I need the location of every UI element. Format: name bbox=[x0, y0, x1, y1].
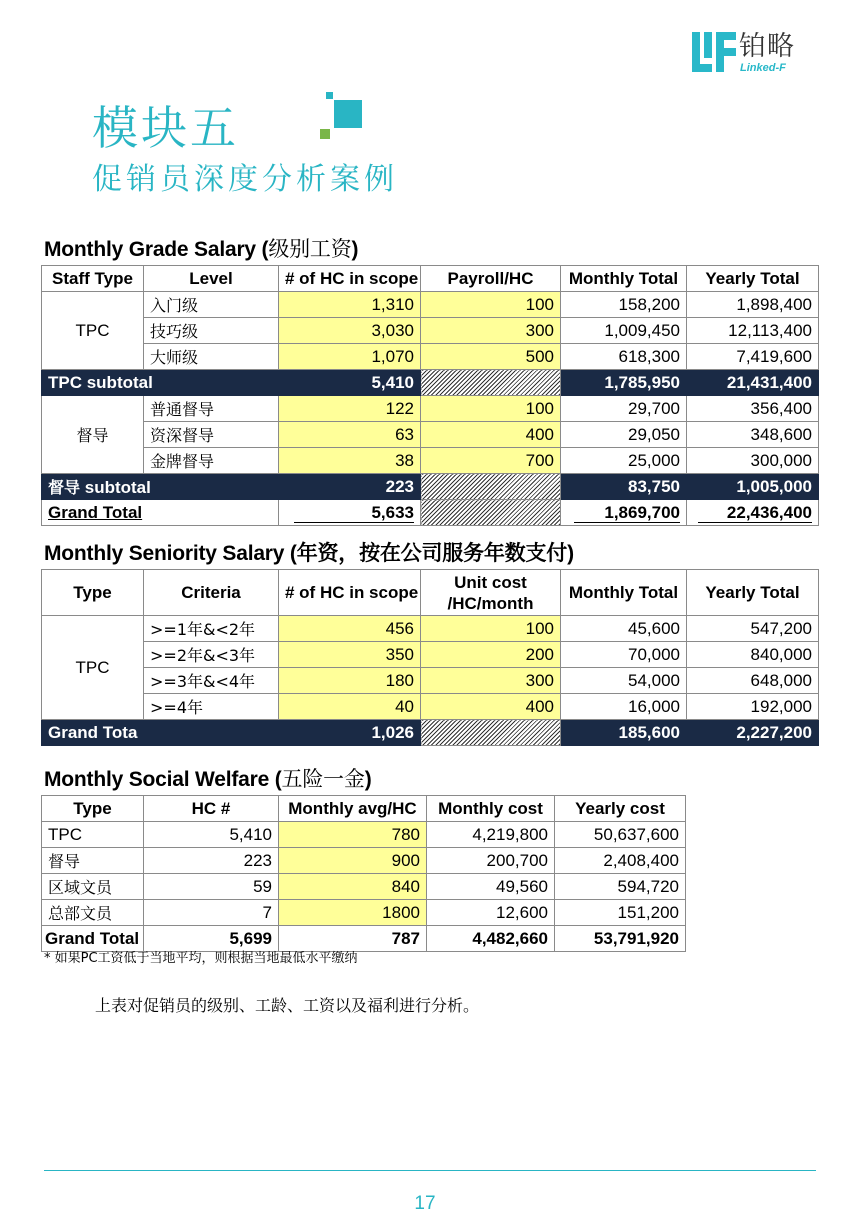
yearly-total-cell: 547,200 bbox=[687, 616, 819, 642]
monthly-avg-cell: 1800 bbox=[279, 900, 427, 926]
type-cell: TPC bbox=[42, 616, 144, 720]
grand-total-hc: 1,026 bbox=[279, 720, 421, 746]
level-cell: 资深督导 bbox=[144, 422, 279, 448]
table-row bbox=[42, 848, 686, 874]
table-header-row bbox=[42, 570, 819, 616]
social-welfare-table bbox=[41, 795, 686, 952]
summary-paragraph: 上表对促销员的级别、工龄、工资以及福利进行分析。 bbox=[95, 996, 480, 1015]
yearly-total-cell: 348,600 bbox=[687, 422, 819, 448]
table-row bbox=[42, 318, 819, 344]
yearly-total-cell: 7,419,600 bbox=[687, 344, 819, 370]
type-cell: 督导 bbox=[42, 848, 144, 874]
monthly-total-cell: 618,300 bbox=[561, 344, 687, 370]
table-row bbox=[42, 422, 819, 448]
level-cell: 普通督导 bbox=[144, 396, 279, 422]
hc-cell: 223 bbox=[144, 848, 279, 874]
subtotal-hc: 5,410 bbox=[279, 370, 421, 396]
hc-cell: 63 bbox=[279, 422, 421, 448]
subtotal-label: 督导 subtotal bbox=[42, 474, 279, 500]
logo-mark-icon bbox=[692, 32, 736, 72]
col-header: Type bbox=[42, 796, 144, 822]
hc-cell: 180 bbox=[279, 668, 421, 694]
col-header: Yearly cost bbox=[555, 796, 686, 822]
level-cell: 金牌督导 bbox=[144, 448, 279, 474]
section-title-social-welfare: Monthly Social Welfare (五险一金) bbox=[44, 767, 372, 791]
type-cell: 区域文员 bbox=[42, 874, 144, 900]
hc-cell: 122 bbox=[279, 396, 421, 422]
hatched-cell bbox=[421, 474, 561, 500]
hc-cell: 3,030 bbox=[279, 318, 421, 344]
type-cell: 总部文员 bbox=[42, 900, 144, 926]
payroll-cell: 700 bbox=[421, 448, 561, 474]
monthly-total-cell: 25,000 bbox=[561, 448, 687, 474]
page-title: 模块五 bbox=[92, 101, 239, 155]
col-header: Payroll/HC bbox=[421, 266, 561, 292]
col-header: # of HC in scope bbox=[279, 266, 421, 292]
table-row bbox=[42, 668, 819, 694]
hc-cell: 350 bbox=[279, 642, 421, 668]
grand-total-yearly: 22,436,400 bbox=[687, 500, 819, 526]
grand-total-row bbox=[42, 926, 686, 952]
type-cell: TPC bbox=[42, 822, 144, 848]
monthly-total-cell: 70,000 bbox=[561, 642, 687, 668]
unit-cost-cell: 200 bbox=[421, 642, 561, 668]
yearly-total-cell: 840,000 bbox=[687, 642, 819, 668]
yearly-total-cell: 192,000 bbox=[687, 694, 819, 720]
grand-total-row bbox=[42, 500, 819, 526]
payroll-cell: 500 bbox=[421, 344, 561, 370]
grand-total-monthly: 4,482,660 bbox=[427, 926, 555, 952]
subtotal-row bbox=[42, 370, 819, 396]
seniority-salary-table bbox=[41, 569, 819, 746]
table-row bbox=[42, 874, 686, 900]
table-header-row bbox=[42, 796, 686, 822]
hatched-cell bbox=[421, 720, 561, 746]
table-row bbox=[42, 616, 819, 642]
grand-total-label: Grand Total bbox=[42, 926, 144, 952]
logo-english-text: Linked-F bbox=[740, 62, 786, 74]
yearly-total-cell: 12,113,400 bbox=[687, 318, 819, 344]
hc-cell: 456 bbox=[279, 616, 421, 642]
col-header: Yearly Total bbox=[687, 570, 819, 616]
payroll-cell: 100 bbox=[421, 292, 561, 318]
table-row bbox=[42, 694, 819, 720]
subtotal-row bbox=[42, 474, 819, 500]
hatched-cell bbox=[421, 370, 561, 396]
monthly-cost-cell: 49,560 bbox=[427, 874, 555, 900]
grand-total-yearly: 53,791,920 bbox=[555, 926, 686, 952]
yearly-cost-cell: 50,637,600 bbox=[555, 822, 686, 848]
grand-total-avg: 787 bbox=[279, 926, 427, 952]
payroll-cell: 300 bbox=[421, 318, 561, 344]
subtotal-monthly: 83,750 bbox=[561, 474, 687, 500]
brand-logo bbox=[692, 32, 812, 74]
col-header: # of HC in scope bbox=[279, 570, 421, 616]
unit-cost-cell: 100 bbox=[421, 616, 561, 642]
subtotal-monthly: 1,785,950 bbox=[561, 370, 687, 396]
grand-total-row bbox=[42, 720, 819, 746]
yearly-cost-cell: 151,200 bbox=[555, 900, 686, 926]
monthly-avg-cell: 840 bbox=[279, 874, 427, 900]
col-header: Monthly Total bbox=[561, 570, 687, 616]
level-cell: 大师级 bbox=[144, 344, 279, 370]
payroll-cell: 400 bbox=[421, 422, 561, 448]
unit-cost-cell: 300 bbox=[421, 668, 561, 694]
criteria-cell: >=2年&<3年 bbox=[144, 642, 279, 668]
hc-cell: 59 bbox=[144, 874, 279, 900]
table-row bbox=[42, 292, 819, 318]
col-header: Monthly avg/HC bbox=[279, 796, 427, 822]
grand-total-label: Grand Total bbox=[42, 500, 279, 526]
deco-square-large bbox=[334, 100, 362, 128]
col-header: Level bbox=[144, 266, 279, 292]
hc-cell: 5,410 bbox=[144, 822, 279, 848]
yearly-cost-cell: 2,408,400 bbox=[555, 848, 686, 874]
col-header: Criteria bbox=[144, 570, 279, 616]
payroll-cell: 100 bbox=[421, 396, 561, 422]
monthly-avg-cell: 900 bbox=[279, 848, 427, 874]
deco-square-small bbox=[326, 92, 333, 99]
subtotal-label: TPC subtotal bbox=[42, 370, 279, 396]
criteria-cell: >=3年&<4年 bbox=[144, 668, 279, 694]
yearly-total-cell: 300,000 bbox=[687, 448, 819, 474]
subtotal-yearly: 1,005,000 bbox=[687, 474, 819, 500]
table-row bbox=[42, 642, 819, 668]
grand-total-yearly: 2,227,200 bbox=[687, 720, 819, 746]
logo-chinese-text: 铂略 bbox=[739, 31, 795, 62]
hc-cell: 40 bbox=[279, 694, 421, 720]
section-title-grade-salary: Monthly Grade Salary (级别工资) bbox=[44, 237, 359, 261]
staff-type-cell: TPC bbox=[42, 292, 144, 370]
monthly-total-cell: 158,200 bbox=[561, 292, 687, 318]
col-header: Unit cost /HC/month bbox=[421, 570, 561, 616]
hatched-cell bbox=[421, 500, 561, 526]
monthly-total-cell: 16,000 bbox=[561, 694, 687, 720]
table-row bbox=[42, 344, 819, 370]
footnote: * 如果PC工资低于当地平均，则根据当地最低水平缴纳 bbox=[44, 951, 358, 966]
col-header: Type bbox=[42, 570, 144, 616]
monthly-cost-cell: 200,700 bbox=[427, 848, 555, 874]
hc-cell: 1,070 bbox=[279, 344, 421, 370]
monthly-cost-cell: 4,219,800 bbox=[427, 822, 555, 848]
monthly-total-cell: 54,000 bbox=[561, 668, 687, 694]
hc-cell: 38 bbox=[279, 448, 421, 474]
table-row bbox=[42, 822, 686, 848]
page-number: 17 bbox=[414, 1193, 436, 1214]
level-cell: 技巧级 bbox=[144, 318, 279, 344]
col-header: Yearly Total bbox=[687, 266, 819, 292]
table-row bbox=[42, 900, 686, 926]
grand-total-monthly: 185,600 bbox=[561, 720, 687, 746]
table-header-row bbox=[42, 266, 819, 292]
yearly-cost-cell: 594,720 bbox=[555, 874, 686, 900]
monthly-total-cell: 1,009,450 bbox=[561, 318, 687, 344]
grand-total-label: Grand Tota bbox=[42, 720, 279, 746]
subtotal-yearly: 21,431,400 bbox=[687, 370, 819, 396]
footer-divider bbox=[44, 1170, 816, 1171]
monthly-total-cell: 29,700 bbox=[561, 396, 687, 422]
col-header: HC # bbox=[144, 796, 279, 822]
subtotal-hc: 223 bbox=[279, 474, 421, 500]
monthly-total-cell: 45,600 bbox=[561, 616, 687, 642]
hc-cell: 7 bbox=[144, 900, 279, 926]
col-header: Monthly Total bbox=[561, 266, 687, 292]
page-subtitle: 促销员深度分析案例 bbox=[92, 162, 398, 197]
yearly-total-cell: 356,400 bbox=[687, 396, 819, 422]
yearly-total-cell: 1,898,400 bbox=[687, 292, 819, 318]
deco-square-green bbox=[320, 129, 330, 139]
table-row bbox=[42, 396, 819, 422]
grand-total-hc: 5,699 bbox=[144, 926, 279, 952]
criteria-cell: >=1年&<2年 bbox=[144, 616, 279, 642]
monthly-total-cell: 29,050 bbox=[561, 422, 687, 448]
col-header: Staff Type bbox=[42, 266, 144, 292]
grand-total-hc: 5,633 bbox=[279, 500, 421, 526]
staff-type-cell: 督导 bbox=[42, 396, 144, 474]
hc-cell: 1,310 bbox=[279, 292, 421, 318]
unit-cost-cell: 400 bbox=[421, 694, 561, 720]
yearly-total-cell: 648,000 bbox=[687, 668, 819, 694]
grand-total-monthly: 1,869,700 bbox=[561, 500, 687, 526]
criteria-cell: >=4年 bbox=[144, 694, 279, 720]
monthly-cost-cell: 12,600 bbox=[427, 900, 555, 926]
level-cell: 入门级 bbox=[144, 292, 279, 318]
col-header: Monthly cost bbox=[427, 796, 555, 822]
section-title-seniority-salary: Monthly Seniority Salary (年资，按在公司服务年数支付) bbox=[44, 541, 574, 565]
monthly-avg-cell: 780 bbox=[279, 822, 427, 848]
table-row bbox=[42, 448, 819, 474]
grade-salary-table bbox=[41, 265, 819, 526]
